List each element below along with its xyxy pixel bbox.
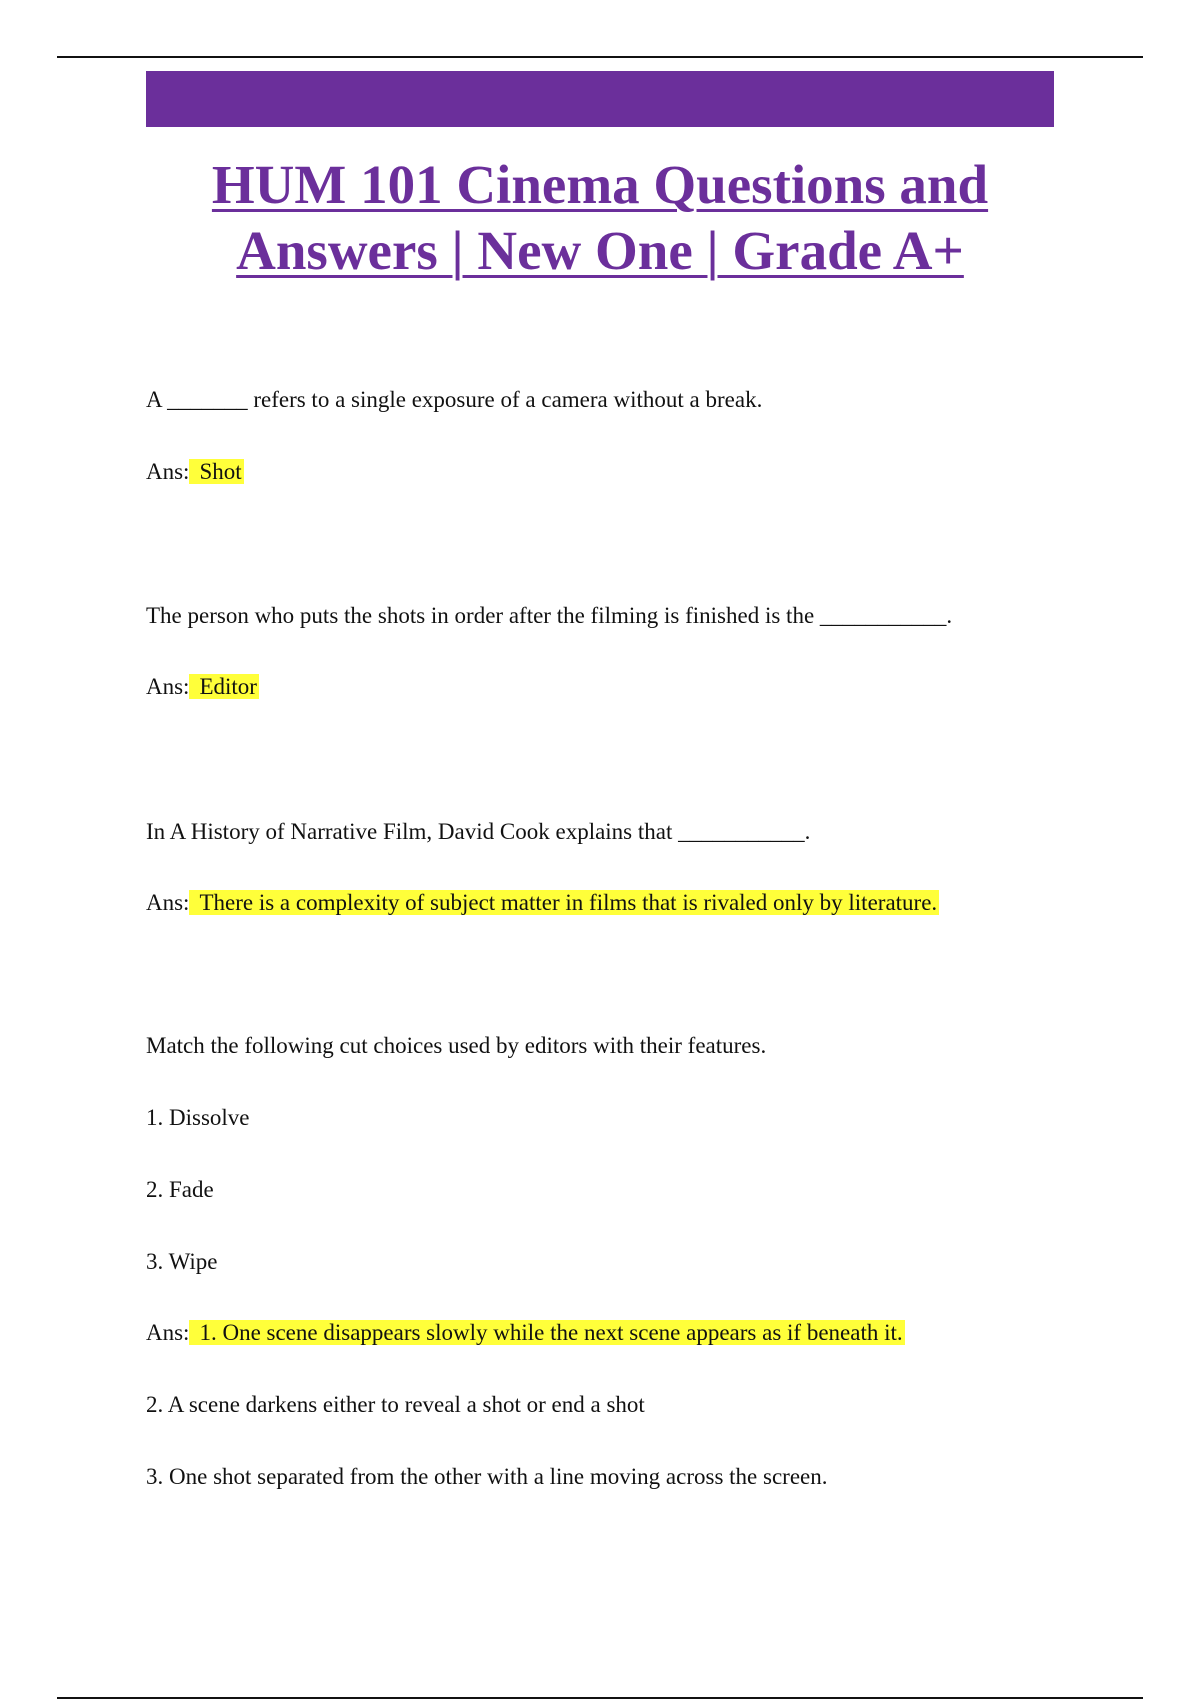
title-line-2: Answers | New One | Grade A+ <box>236 220 964 281</box>
title-line-1: HUM 101 Cinema Questions and <box>211 154 989 215</box>
match-item-1: 1. Dissolve <box>146 1105 250 1130</box>
answer-highlight: Editor <box>189 674 259 699</box>
answer-highlight: Shot <box>189 459 243 484</box>
top-rule <box>57 56 1143 58</box>
answer-highlight: 1. One scene disappears slowly while the next scene appears as if beneath it. <box>189 1320 904 1345</box>
answer-4-line-3: 3. One shot separated from the other with a line moving across the screen. <box>146 1464 828 1489</box>
answer-3 <box>146 888 939 918</box>
match-item-2: 2. Fade <box>146 1177 214 1202</box>
answer-label: Ans: <box>146 459 190 484</box>
answer-highlight: There is a complexity of subject matter in films that is rivaled only by literature. <box>189 890 939 915</box>
answer-4 <box>146 1318 905 1348</box>
question-4: Match the following cut choices used by editors with their features. <box>146 1033 767 1058</box>
answer-label: Ans: <box>146 1320 190 1345</box>
bottom-rule <box>57 1697 1143 1699</box>
document-title <box>146 152 1054 284</box>
question-3: In A History of Narrative Film, David Cook explains that ___________. <box>146 819 811 844</box>
answer-1 <box>146 457 244 487</box>
answer-label: Ans: <box>146 890 190 915</box>
answer-2 <box>146 672 259 702</box>
answer-4-line-2: 2. A scene darkens either to reveal a shot or end a shot <box>146 1392 645 1417</box>
header-banner <box>146 71 1054 127</box>
question-1: A _______ refers to a single exposure of a camera without a break. <box>146 387 763 412</box>
answer-label: Ans: <box>146 674 190 699</box>
question-2: The person who puts the shots in order after the filming is finished is the ___________. <box>146 603 953 628</box>
match-item-3: 3. Wipe <box>146 1249 218 1274</box>
